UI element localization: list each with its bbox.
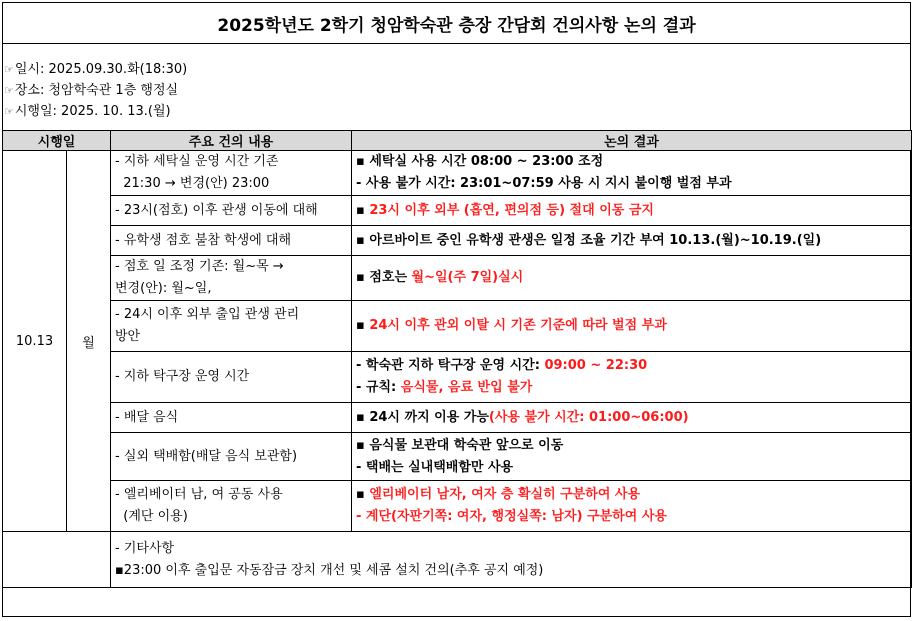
result-text: - 규칙: (356, 380, 401, 395)
header-effective-date: 시행일 (3, 131, 111, 151)
meta-effective-text: 시행일: 2025. 10. 13.(월) (14, 104, 171, 119)
content-cell (111, 301, 352, 352)
content-line: 변경(안): 월~일, (115, 281, 212, 296)
content-cell (111, 196, 352, 226)
content-line: - 24시 이후 외부 출입 관생 관리 (115, 307, 300, 322)
content-line: (계단 이용) (115, 509, 188, 524)
result-text-highlight: 09:00 ~ 22:30 (544, 358, 648, 373)
header-result: 논의 결과 (352, 131, 912, 151)
table-row (3, 256, 912, 301)
table-row (3, 352, 912, 403)
content-line: - 지하 세탁실 운영 시간 기존 (115, 154, 279, 169)
result-cell (352, 403, 912, 433)
meta-effective (4, 104, 171, 120)
table-row (3, 433, 912, 481)
content-line: - 배달 음식 (115, 409, 179, 425)
result-line (356, 230, 907, 252)
meta-date (4, 62, 187, 78)
result-text: - 사용 불가 시간: 23:01~07:59 사용 시 지시 불이행 벌점 부과 (356, 176, 732, 191)
table-row (3, 403, 912, 433)
table-row (3, 226, 912, 256)
document-title: 2025학년도 2학기 청암학숙관 층장 간담회 건의사항 논의 결과 (217, 15, 696, 36)
result-text: ▪ 음식물 보관대 학숙관 앞으로 이동 (356, 437, 564, 453)
effective-day-cell: 월 (67, 151, 111, 532)
result-text: ▪ (356, 202, 370, 218)
effective-date-cell: 10.13 (3, 151, 67, 532)
content-line: - 점호 일 조정 기존: 월~목 → (115, 259, 284, 274)
meta-place (4, 83, 178, 99)
result-text: ▪ (356, 318, 370, 333)
result-line (356, 200, 907, 222)
content-line: - 실외 택배함(배달 음식 보관함) (115, 448, 298, 464)
result-cell (352, 196, 912, 226)
content-line: - 23시(점호) 이후 관생 이동에 대해 (115, 202, 318, 218)
result-line (356, 151, 907, 173)
content-cell (111, 403, 352, 433)
result-text: - 학숙관 지하 탁구장 운영 시간: (356, 358, 545, 373)
title-box (2, 2, 911, 44)
meta-date-text: 일시: 2025.09.30.화(18:30) (14, 62, 188, 77)
table-row (3, 481, 912, 532)
result-cell (352, 433, 912, 481)
result-text-highlight: 23시 이후 외부 (흡연, 편의점 등) 절대 이동 금지 (369, 202, 654, 218)
result-text-highlight: 월~일(주 7일)실시 (411, 270, 524, 285)
result-line (356, 173, 907, 195)
result-cell (352, 301, 912, 352)
result-text: ▪ 24시 까지 이용 가능 (356, 409, 489, 425)
table-header-row (3, 131, 912, 151)
results-table (2, 130, 912, 588)
result-text-highlight: 계단(자판기쪽: 여자, 행정실쪽: 남자) 구분하여 사용 (365, 509, 667, 524)
result-text-highlight: (사용 불가 시간: 01:00~06:00) (488, 409, 689, 425)
result-line (356, 267, 907, 289)
result-text: ▪ 아르바이트 중인 유학생 관생은 일정 조율 기간 부여 10.13.(월)~10.19.(일) (356, 232, 822, 248)
content-cell (111, 256, 352, 301)
pointing-hand-icon: ☞ (4, 105, 14, 118)
content-cell (111, 226, 352, 256)
other-label: - 기타사항 (115, 540, 175, 556)
meta-place-text: 장소: 청암학숙관 1층 행정실 (14, 83, 179, 98)
table-row (3, 301, 912, 352)
result-line (356, 377, 907, 399)
other-blank-cell (3, 532, 111, 588)
result-line (356, 407, 907, 429)
result-text-highlight: 엘리베이터 남자, 여자 층 확실히 구분하여 사용 (369, 487, 641, 502)
result-cell (352, 151, 912, 196)
result-cell (352, 226, 912, 256)
result-text: ▪ 세탁실 사용 시간 08:00 ~ 23:00 조정 (356, 154, 604, 169)
result-text-highlight: 24시 이후 관외 이탈 시 기존 기준에 따라 벌점 부과 (369, 318, 667, 333)
pointing-hand-icon: ☞ (4, 84, 14, 97)
header-content: 주요 건의 내용 (111, 131, 352, 151)
pointing-hand-icon: ☞ (4, 63, 14, 76)
result-text-highlight: - (356, 509, 366, 524)
result-text-highlight: 음식물, 음료 반입 불가 (400, 380, 533, 395)
content-line: 21:30 → 변경(안) 23:00 (115, 176, 270, 191)
result-line (356, 506, 907, 528)
result-line (356, 457, 907, 479)
result-line (356, 484, 907, 506)
other-row (3, 532, 912, 588)
table-row (3, 196, 912, 226)
table-row (3, 151, 912, 196)
result-cell (352, 352, 912, 403)
content-line: - 엘리베이터 남, 여 공동 사용 (115, 487, 283, 502)
content-cell (111, 481, 352, 532)
content-cell (111, 352, 352, 403)
content-line: 방안 (115, 329, 141, 344)
content-line: - 지하 탁구장 운영 시간 (115, 369, 250, 384)
result-text: - 택배는 실내택배함만 사용 (356, 459, 514, 475)
result-line (356, 315, 907, 337)
content-cell (111, 151, 352, 196)
other-cell (111, 532, 912, 588)
result-text: ▪ (356, 487, 370, 502)
result-cell (352, 256, 912, 301)
result-line (356, 355, 907, 377)
result-text: ▪ 점호는 (356, 270, 412, 285)
result-cell (352, 481, 912, 532)
content-cell (111, 433, 352, 481)
result-line (356, 435, 907, 457)
other-item: ▪23:00 이후 출입문 자동잠금 장치 개선 및 세콤 설치 건의(추후 공지 예정) (115, 562, 544, 578)
content-line: - 유학생 점호 불참 학생에 대해 (115, 232, 292, 248)
